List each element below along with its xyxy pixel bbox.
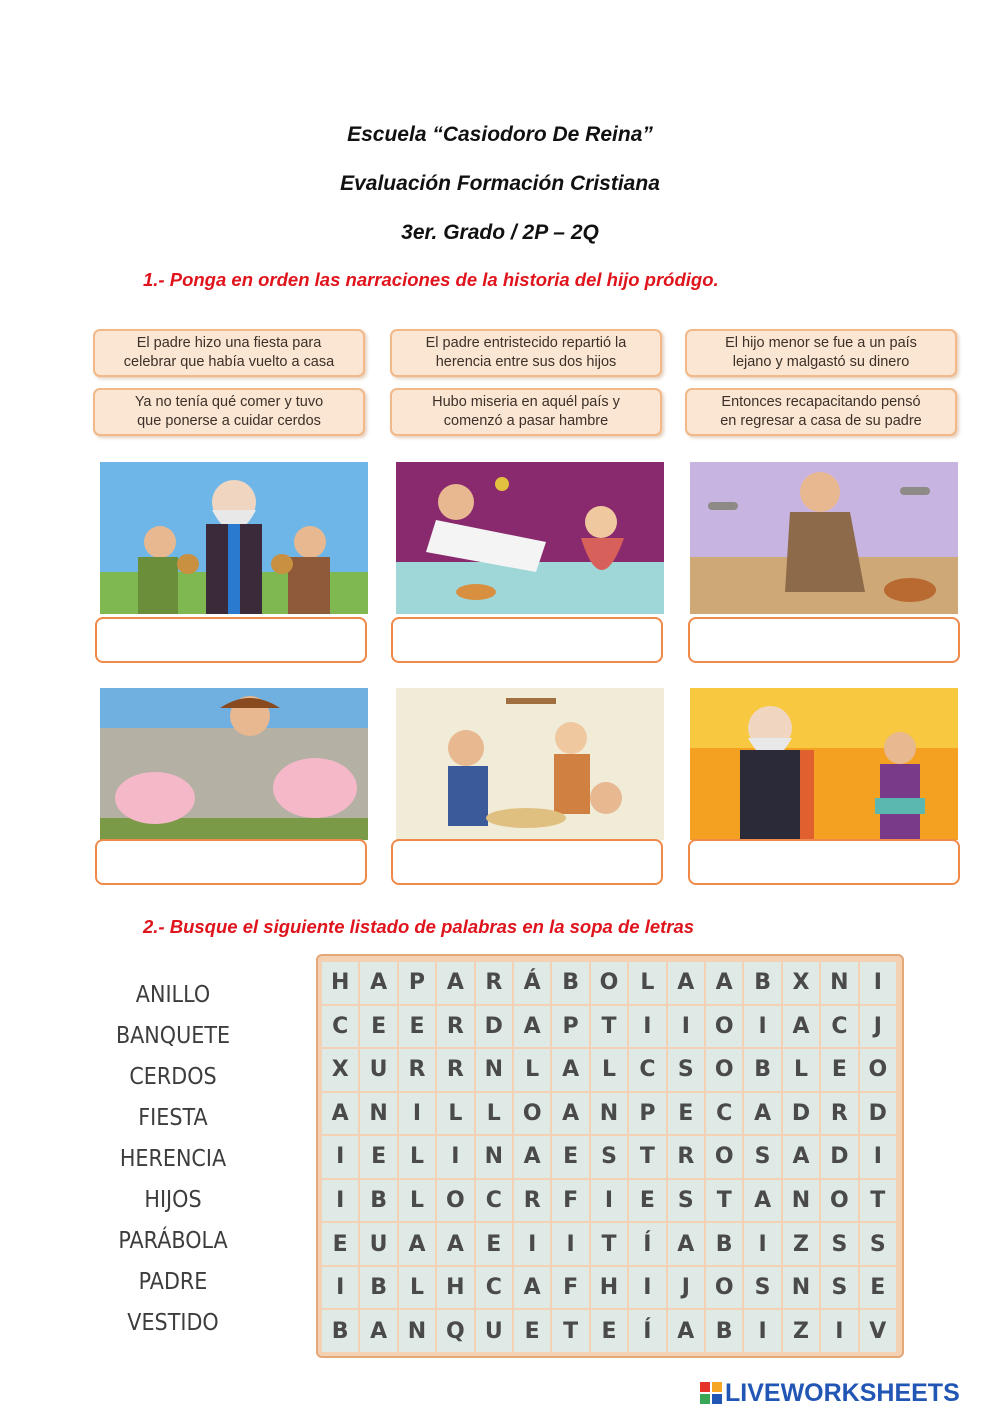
grid-cell[interactable]: N	[360, 1093, 396, 1135]
grid-cell[interactable]: E	[360, 1136, 396, 1178]
grid-cell[interactable]: I	[322, 1180, 358, 1222]
grid-cell[interactable]: V	[860, 1310, 896, 1352]
grid-cell[interactable]: E	[821, 1049, 857, 1091]
grid-cell[interactable]: A	[668, 1223, 704, 1265]
card-line: El hijo menor se fue a un país	[725, 335, 917, 351]
grid-cell[interactable]: L	[399, 1180, 435, 1222]
grid-cell[interactable]: S	[821, 1223, 857, 1265]
grid-cell[interactable]: A	[399, 1223, 435, 1265]
grid-cell[interactable]: O	[514, 1093, 550, 1135]
grid-cell[interactable]: S	[668, 1180, 704, 1222]
grid-cell[interactable]: Z	[783, 1310, 819, 1352]
grid-cell[interactable]: T	[706, 1180, 742, 1222]
liveworksheets-logo	[700, 1378, 960, 1408]
grid-cell[interactable]: I	[322, 1136, 358, 1178]
grid-cell[interactable]: I	[744, 1006, 780, 1048]
grid-cell[interactable]: B	[360, 1267, 396, 1309]
card-line: celebrar que había vuelto a casa	[123, 354, 335, 370]
card-line: Hubo miseria en aquél país y	[432, 394, 620, 410]
narration-card-5	[390, 388, 662, 436]
grid-cell[interactable]: I	[591, 1180, 627, 1222]
card-line: lejano y malgastó su dinero	[732, 354, 910, 370]
grid-cell[interactable]: S	[860, 1223, 896, 1265]
grid-cell[interactable]: D	[783, 1093, 819, 1135]
answer-box-3[interactable]	[688, 617, 960, 663]
grid-cell[interactable]: O	[821, 1180, 857, 1222]
grid-cell[interactable]: I	[552, 1223, 588, 1265]
question-2-instruction: 2.- Busque el siguiente listado de palabras en la sopa de letras	[143, 916, 695, 937]
word-list-item: HERENCIA	[119, 1146, 227, 1172]
card-line: herencia entre sus dos hijos	[435, 354, 617, 370]
grid-cell[interactable]: N	[476, 1136, 512, 1178]
grid-cell[interactable]: O	[860, 1049, 896, 1091]
grid-cell[interactable]: I	[437, 1136, 473, 1178]
grid-cell[interactable]: A	[706, 962, 742, 1004]
grid-cell[interactable]: I	[860, 1136, 896, 1178]
grid-cell[interactable]: Z	[783, 1223, 819, 1265]
card-line: El padre hizo una fiesta para	[136, 335, 322, 351]
word-list-item: CERDOS	[129, 1064, 217, 1090]
word-search-grid[interactable]	[322, 962, 896, 1352]
grid-cell[interactable]: L	[476, 1093, 512, 1135]
grid-cell[interactable]: T	[591, 1223, 627, 1265]
card-line: El padre entristecido repartió la	[425, 335, 627, 351]
grid-cell[interactable]: C	[476, 1267, 512, 1309]
grid-cell[interactable]: J	[860, 1006, 896, 1048]
question-1-instruction: 1.- Ponga en orden las narraciones de la historia del hijo pródigo.	[143, 269, 719, 290]
grid-cell[interactable]: E	[476, 1223, 512, 1265]
grid-cell[interactable]: U	[476, 1310, 512, 1352]
grid-cell[interactable]: B	[706, 1310, 742, 1352]
grid-cell[interactable]: A	[668, 962, 704, 1004]
grid-cell[interactable]: D	[821, 1136, 857, 1178]
grid-cell[interactable]: N	[783, 1267, 819, 1309]
grid-cell[interactable]: S	[744, 1267, 780, 1309]
grid-cell[interactable]: A	[552, 1093, 588, 1135]
grid-cell[interactable]: H	[322, 962, 358, 1004]
illustration-father-dividing-inheritance	[100, 462, 368, 614]
grid-cell[interactable]: A	[514, 1267, 550, 1309]
grid-cell[interactable]: S	[668, 1049, 704, 1091]
word-list-item: HIJOS	[144, 1187, 202, 1213]
grid-cell[interactable]: Í	[629, 1223, 665, 1265]
grid-cell[interactable]: E	[860, 1267, 896, 1309]
grid-cell[interactable]: R	[821, 1093, 857, 1135]
grid-cell[interactable]: O	[591, 962, 627, 1004]
grid-cell[interactable]: A	[744, 1180, 780, 1222]
grid-cell[interactable]: N	[783, 1180, 819, 1222]
grid-cell[interactable]: B	[360, 1180, 396, 1222]
grid-cell[interactable]: I	[860, 962, 896, 1004]
grid-cell[interactable]: A	[360, 962, 396, 1004]
brand-icon	[700, 1382, 722, 1404]
answer-box-5[interactable]	[391, 839, 663, 885]
grid-cell[interactable]: I	[629, 1267, 665, 1309]
grid-cell[interactable]: L	[437, 1093, 473, 1135]
answer-box-1[interactable]	[95, 617, 367, 663]
grid-cell[interactable]: C	[629, 1049, 665, 1091]
grid-cell[interactable]: A	[514, 1136, 550, 1178]
grid-cell[interactable]: A	[783, 1136, 819, 1178]
grade-label: 3er. Grado / 2P – 2Q	[401, 221, 599, 244]
illustration-son-wasting-money	[396, 462, 664, 614]
school-name: Escuela “Casiodoro De Reina”	[347, 123, 653, 146]
answer-box-6[interactable]	[688, 839, 960, 885]
grid-cell[interactable]: I	[744, 1223, 780, 1265]
grid-cell[interactable]: O	[706, 1006, 742, 1048]
grid-cell[interactable]: B	[552, 962, 588, 1004]
grid-cell[interactable]: E	[399, 1006, 435, 1048]
grid-cell[interactable]: H	[591, 1267, 627, 1309]
grid-cell[interactable]: R	[668, 1136, 704, 1178]
grid-cell[interactable]: R	[437, 1049, 473, 1091]
grid-cell[interactable]: B	[744, 1049, 780, 1091]
illustration-son-in-misery	[690, 462, 958, 614]
narration-card-3	[685, 329, 957, 377]
grid-cell[interactable]: Á	[514, 962, 550, 1004]
grid-cell[interactable]: E	[668, 1093, 704, 1135]
grid-cell[interactable]: N	[821, 962, 857, 1004]
word-list-item: VESTIDO	[127, 1310, 219, 1336]
grid-cell[interactable]: A	[437, 1223, 473, 1265]
narration-card-6	[685, 388, 957, 436]
grid-cell[interactable]: A	[552, 1049, 588, 1091]
grid-cell[interactable]: S	[744, 1136, 780, 1178]
card-line: que ponerse a cuidar cerdos	[137, 413, 321, 429]
grid-cell[interactable]: B	[706, 1223, 742, 1265]
grid-cell[interactable]: O	[706, 1267, 742, 1309]
grid-cell[interactable]: A	[437, 962, 473, 1004]
grid-cell[interactable]: P	[629, 1093, 665, 1135]
grid-cell[interactable]: E	[514, 1310, 550, 1352]
grid-cell[interactable]: N	[591, 1093, 627, 1135]
grid-cell[interactable]: I	[821, 1310, 857, 1352]
grid-cell[interactable]: N	[476, 1049, 512, 1091]
grid-cell[interactable]: J	[668, 1267, 704, 1309]
grid-cell[interactable]: C	[821, 1006, 857, 1048]
grid-cell[interactable]: T	[860, 1180, 896, 1222]
grid-cell[interactable]: H	[437, 1267, 473, 1309]
narration-card-4	[93, 388, 365, 436]
grid-cell[interactable]: L	[514, 1049, 550, 1091]
grid-cell[interactable]: C	[476, 1180, 512, 1222]
word-list-item: ANILLO	[135, 982, 211, 1008]
grid-cell[interactable]: E	[322, 1223, 358, 1265]
grid-cell[interactable]: E	[591, 1310, 627, 1352]
grid-cell[interactable]: B	[322, 1310, 358, 1352]
grid-cell[interactable]: E	[360, 1006, 396, 1048]
grid-cell[interactable]: F	[552, 1267, 588, 1309]
answer-box-2[interactable]	[391, 617, 663, 663]
grid-cell[interactable]: A	[783, 1006, 819, 1048]
illustration-famine	[396, 688, 664, 840]
grid-cell[interactable]: R	[399, 1049, 435, 1091]
card-line: en regresar a casa de su padre	[720, 413, 922, 429]
card-line: Entonces recapacitando pensó	[721, 394, 921, 410]
grid-cell[interactable]: P	[399, 962, 435, 1004]
grid-cell[interactable]: A	[744, 1093, 780, 1135]
grid-cell[interactable]: Q	[437, 1310, 473, 1352]
card-line: comenzó a pasar hambre	[443, 413, 609, 429]
grid-cell[interactable]: O	[437, 1180, 473, 1222]
grid-cell[interactable]: E	[629, 1180, 665, 1222]
grid-cell[interactable]: T	[629, 1136, 665, 1178]
grid-cell[interactable]: O	[706, 1136, 742, 1178]
grid-cell[interactable]: I	[514, 1223, 550, 1265]
grid-cell[interactable]: I	[668, 1006, 704, 1048]
grid-cell[interactable]: N	[399, 1310, 435, 1352]
grid-cell[interactable]: F	[552, 1180, 588, 1222]
grid-cell[interactable]: I	[744, 1310, 780, 1352]
grid-cell[interactable]: L	[399, 1136, 435, 1178]
card-line: Ya no tenía qué comer y tuvo	[134, 394, 324, 410]
grid-cell[interactable]: D	[476, 1006, 512, 1048]
grid-cell[interactable]: A	[668, 1310, 704, 1352]
brand-text: LIVEWORKSHEETS	[725, 1378, 960, 1407]
grid-cell[interactable]: I	[399, 1093, 435, 1135]
subject-title: Evaluación Formación Cristiana	[340, 172, 660, 195]
grid-cell[interactable]: L	[783, 1049, 819, 1091]
grid-cell[interactable]: X	[783, 962, 819, 1004]
grid-cell[interactable]: I	[629, 1006, 665, 1048]
grid-cell[interactable]: I	[322, 1267, 358, 1309]
grid-cell[interactable]: U	[360, 1223, 396, 1265]
grid-cell[interactable]: C	[706, 1093, 742, 1135]
answer-box-4[interactable]	[95, 839, 367, 885]
grid-cell[interactable]: P	[552, 1006, 588, 1048]
narration-card-1	[93, 329, 365, 377]
grid-cell[interactable]: R	[437, 1006, 473, 1048]
grid-cell[interactable]: A	[514, 1006, 550, 1048]
grid-cell[interactable]: X	[322, 1049, 358, 1091]
grid-cell[interactable]: A	[360, 1310, 396, 1352]
word-list-item: FIESTA	[138, 1105, 208, 1131]
grid-cell[interactable]: S	[591, 1136, 627, 1178]
grid-cell[interactable]: B	[744, 962, 780, 1004]
grid-cell[interactable]: E	[552, 1136, 588, 1178]
grid-cell[interactable]: L	[629, 962, 665, 1004]
grid-cell[interactable]: U	[360, 1049, 396, 1091]
grid-cell[interactable]: A	[322, 1093, 358, 1135]
illustration-father-embracing-son	[690, 688, 958, 840]
grid-cell[interactable]: R	[476, 962, 512, 1004]
word-list-item: PARÁBOLA	[118, 1228, 228, 1254]
illustration-son-caring-pigs	[100, 688, 368, 840]
grid-cell[interactable]: Í	[629, 1310, 665, 1352]
grid-cell[interactable]: L	[399, 1267, 435, 1309]
narration-card-2	[390, 329, 662, 377]
word-list-item: BANQUETE	[115, 1023, 231, 1049]
grid-cell[interactable]: S	[821, 1267, 857, 1309]
grid-cell[interactable]: O	[706, 1049, 742, 1091]
grid-cell[interactable]: L	[591, 1049, 627, 1091]
grid-cell[interactable]: D	[860, 1093, 896, 1135]
grid-cell[interactable]: T	[552, 1310, 588, 1352]
word-list-item: PADRE	[138, 1269, 208, 1295]
grid-cell[interactable]: T	[591, 1006, 627, 1048]
grid-cell[interactable]: C	[322, 1006, 358, 1048]
grid-cell[interactable]: R	[514, 1180, 550, 1222]
